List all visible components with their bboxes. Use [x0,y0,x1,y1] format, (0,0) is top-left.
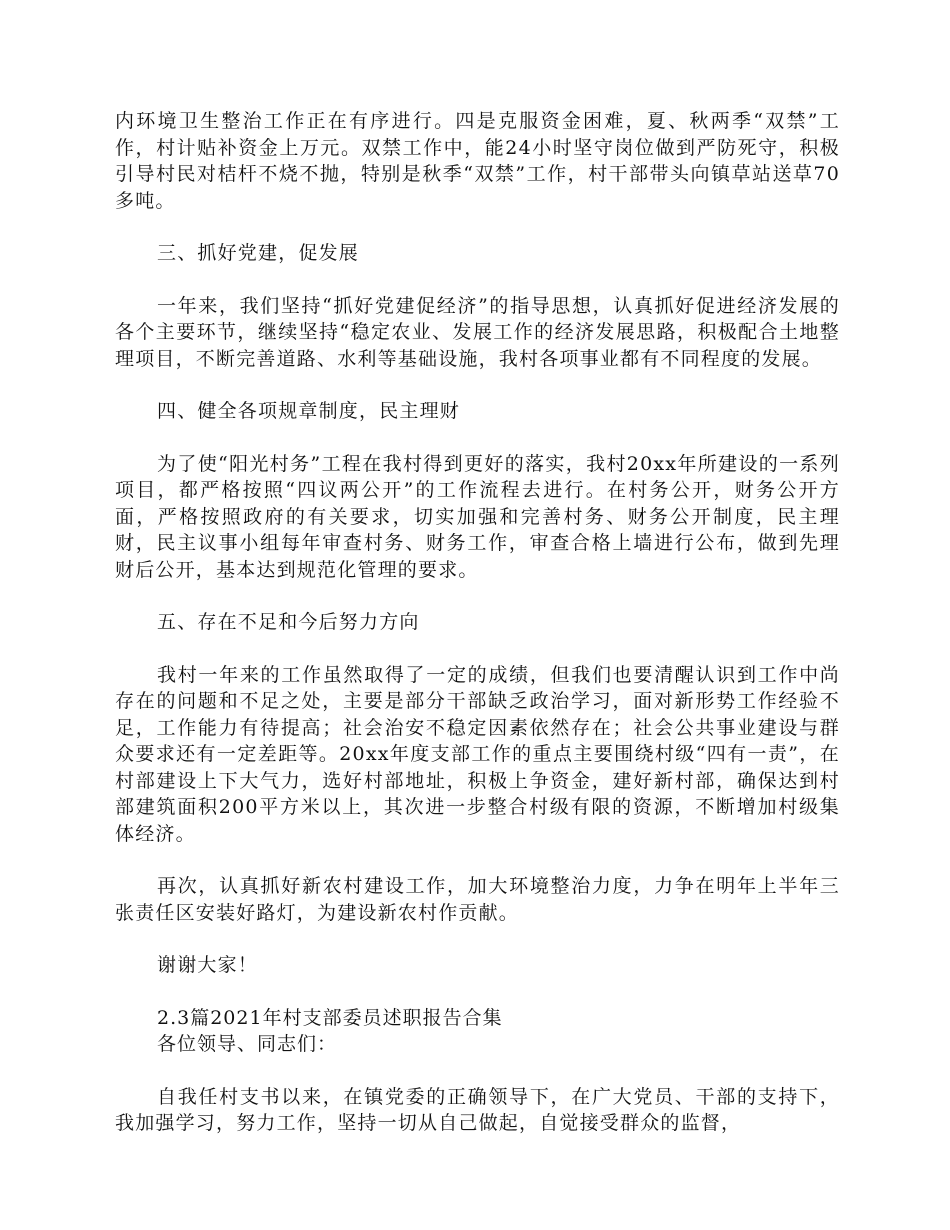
thanks-line: 谢谢大家！ [157,954,259,976]
section-heading-5: 五、存在不足和今后努力方向 [157,611,420,633]
salutation: 各位领导、同志们： [157,1033,338,1055]
paragraph-shortcomings: 我村一年来的工作虽然取得了一定的成绩，但我们也要清醒认识到工作中尚存在的问题和不足之处，主要是部分干部缺乏政治学习，面对新形势工作经验不足，工作能力有待提高；社会治安不稳定因素依然存在；社会公共事业建设与群众要求还有一定差距等。20xx年度支部工作的重点主要围绕村级“四有一责”，在村部建设上下大气力，选好村部地址，积极上争资金，建好新村部，确保达到村部建筑面积200平方米以上，其次进一步整合村级有限的资源，不断增加村级集体经济。 [115,663,840,845]
document-page [115,108,840,1163]
section-title: 2.3篇2021年村支部委员述职报告合集 [157,1006,503,1029]
paragraph-continuation: 内环境卫生整治工作正在有序进行。四是克服资金困难，夏、秋两季“双禁”工作，村计贴补资金上万元。双禁工作中，能24小时坚守岗位做到严防死守，积极引导村民对桔杆不烧不抛，特别是秋季“双禁”工作，村干部带头向镇草站送草70多吨。 [115,110,840,212]
section-heading-3: 三、抓好党建，促发展 [157,242,360,264]
section-heading-4: 四、健全各项规章制度，民主理财 [157,400,461,422]
paragraph-intro: 自我任村支书以来，在镇党委的正确领导下，在广大党员、干部的支持下，我加强学习，努力工作，坚持一切从自己做起，自觉接受群众的监督， [115,1085,840,1134]
paragraph-rural-construction: 再次，认真抓好新农村建设工作，加大环境整治力度，力争在明年上半年三张责任区安装好路灯，为建设新农村作贡献。 [115,875,840,924]
paragraph-rules-finance: 为了使“阳光村务”工程在我村得到更好的落实，我村20xx年所建设的一系列项目，都严格按照“四议两公开”的工作流程去进行。在村务公开，财务公开方面，严格按照政府的有关要求，切实加强和完善村务、财务公开制度，民主理财，民主议事小组每年审查村务、财务工作，审查合格上墙进行公布，做到先理财后公开，基本达到规范化管理的要求。 [115,452,840,581]
paragraph-party-building: 一年来，我们坚持“抓好党建促经济”的指导思想，认真抓好促进经济发展的各个主要环节，继续坚持“稳定农业、发展工作的经济发展思路，积极配合土地整理项目，不断完善道路、水利等基础设施，我村各项事业都有不同程度的发展。 [115,294,840,370]
